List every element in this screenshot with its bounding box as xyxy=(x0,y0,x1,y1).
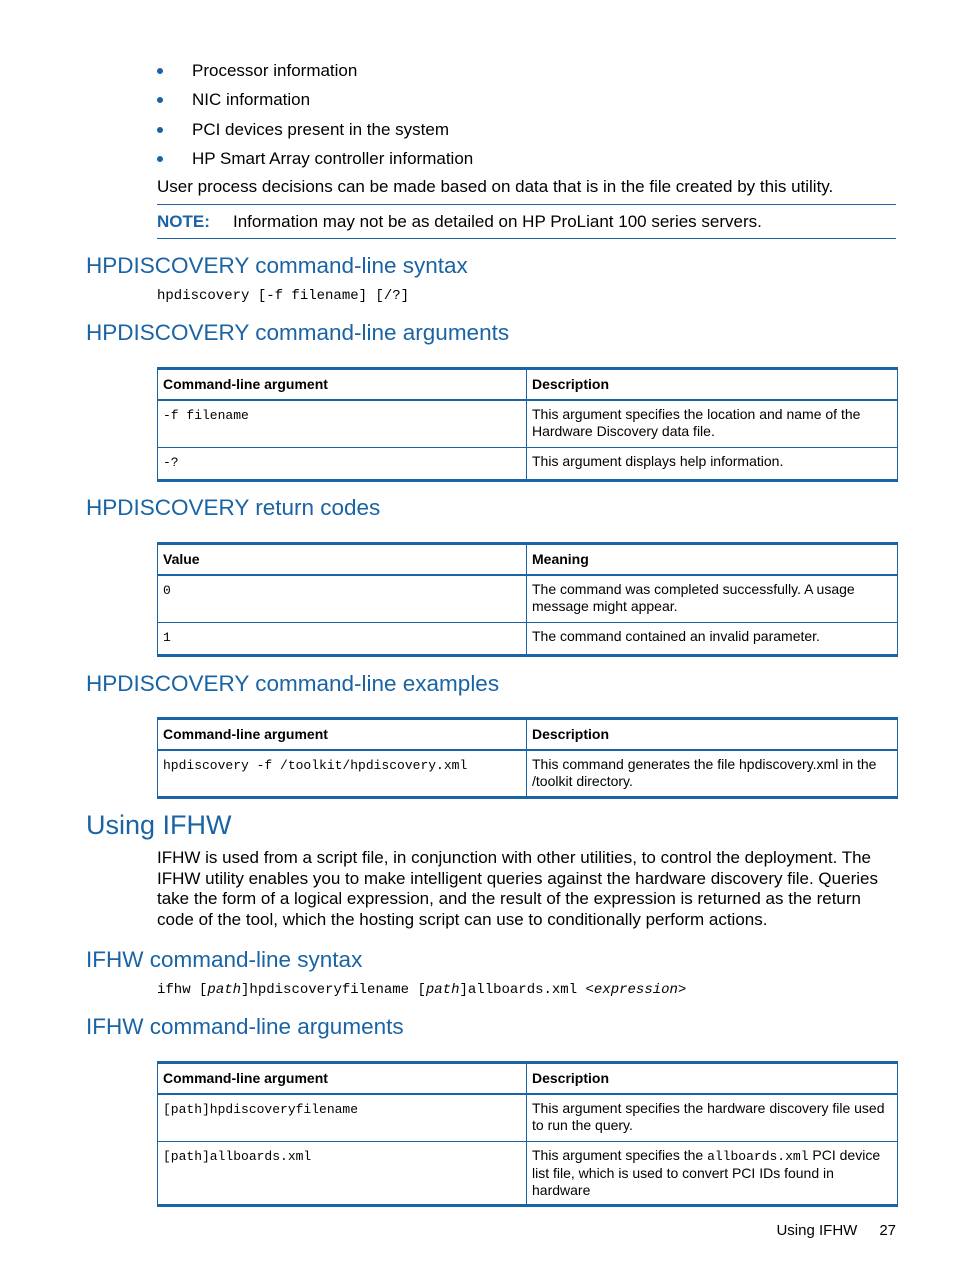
column-header: Description xyxy=(527,369,898,401)
bullet-icon xyxy=(157,68,163,74)
table-row xyxy=(158,1094,898,1141)
table-row xyxy=(158,622,898,655)
note-text: Information may not be as detailed on HP ProLiant 100 series servers. xyxy=(233,212,762,231)
section-heading-ifhw-arguments: IFHW command-line arguments xyxy=(86,1014,404,1039)
bullet-icon xyxy=(157,156,163,162)
table-row xyxy=(158,447,898,480)
examples-table xyxy=(157,717,898,799)
table-cell: -f filename xyxy=(158,400,527,447)
syntax-code: hpdiscovery [-f filename] [/?] xyxy=(157,288,410,304)
column-header: Command-line argument xyxy=(158,1063,527,1095)
section-heading-ifhw-syntax: IFHW command-line syntax xyxy=(86,947,363,972)
page-number: 27 xyxy=(879,1222,896,1239)
section-heading-return-codes: HPDISCOVERY return codes xyxy=(86,495,381,520)
table-header-row xyxy=(158,719,898,751)
table-row xyxy=(158,575,898,622)
table-cell: This argument specifies the location and name of the Hardware Discovery data file. xyxy=(527,400,898,447)
table-cell: -? xyxy=(158,447,527,480)
bullet-icon xyxy=(157,97,163,103)
feature-bullet-list xyxy=(157,58,897,175)
table-header-row xyxy=(158,544,898,576)
column-header: Description xyxy=(527,1063,898,1095)
table-header-row xyxy=(158,369,898,401)
table-cell: This argument displays help information. xyxy=(527,447,898,480)
table-cell: This argument specifies the hardware discovery file used to run the query. xyxy=(527,1094,898,1141)
table-cell: This argument specifies the allboards.xml PCI device list file, which is used to convert PCI IDs found in hardware xyxy=(527,1141,898,1205)
table-cell: This command generates the file hpdiscovery.xml in the /toolkit directory. xyxy=(527,750,898,797)
ifhw-arguments-table xyxy=(157,1061,898,1207)
note-label: NOTE: xyxy=(157,212,210,231)
list-item: NIC information xyxy=(157,87,897,116)
section-heading-syntax: HPDISCOVERY command-line syntax xyxy=(86,253,468,278)
return-codes-table xyxy=(157,542,898,657)
footer-section: Using IFHW xyxy=(776,1222,858,1239)
section-heading-using-ifhw: Using IFHW xyxy=(86,810,232,840)
column-header: Meaning xyxy=(527,544,898,576)
table-header-row xyxy=(158,1063,898,1095)
table-cell: 0 xyxy=(158,575,527,622)
column-header: Description xyxy=(527,719,898,751)
intro-text: User process decisions can be made based on data that is in the file created by this utility. xyxy=(157,177,834,196)
column-header: Command-line argument xyxy=(158,719,527,751)
list-item: PCI devices present in the system xyxy=(157,117,897,146)
table-row xyxy=(158,1141,898,1205)
note-box xyxy=(157,204,896,239)
section-heading-examples: HPDISCOVERY command-line examples xyxy=(86,671,500,696)
page-footer xyxy=(776,1222,896,1239)
using-ifhw-paragraph: IFHW is used from a script file, in conjunction with other utilities, to control the deployment. The IFHW utility enables you to make intelligent queries against the hardware discovery file. Queries take the form of a logical expression, and the result of the expression is returned as the return code of the tool, which the hosting script can use to conditionally perform actions. xyxy=(157,848,878,930)
table-cell: 1 xyxy=(158,622,527,655)
table-cell: The command contained an invalid parameter. xyxy=(527,622,898,655)
table-cell: hpdiscovery -f /toolkit/hpdiscovery.xml xyxy=(158,750,527,797)
column-header: Command-line argument xyxy=(158,369,527,401)
section-heading-arguments: HPDISCOVERY command-line arguments xyxy=(86,320,510,345)
table-cell: The command was completed successfully. A usage message might appear. xyxy=(527,575,898,622)
table-row xyxy=(158,750,898,797)
arguments-table xyxy=(157,367,898,482)
table-row xyxy=(158,400,898,447)
list-item: HP Smart Array controller information xyxy=(157,146,897,175)
table-cell: [path]allboards.xml xyxy=(158,1141,527,1205)
column-header: Value xyxy=(158,544,527,576)
list-item: Processor information xyxy=(157,58,897,87)
table-cell: [path]hpdiscoveryfilename xyxy=(158,1094,527,1141)
ifhw-syntax-code: ifhw [path]hpdiscoveryfilename [path]allboards.xml <expression> xyxy=(157,982,687,998)
bullet-icon xyxy=(157,127,163,133)
